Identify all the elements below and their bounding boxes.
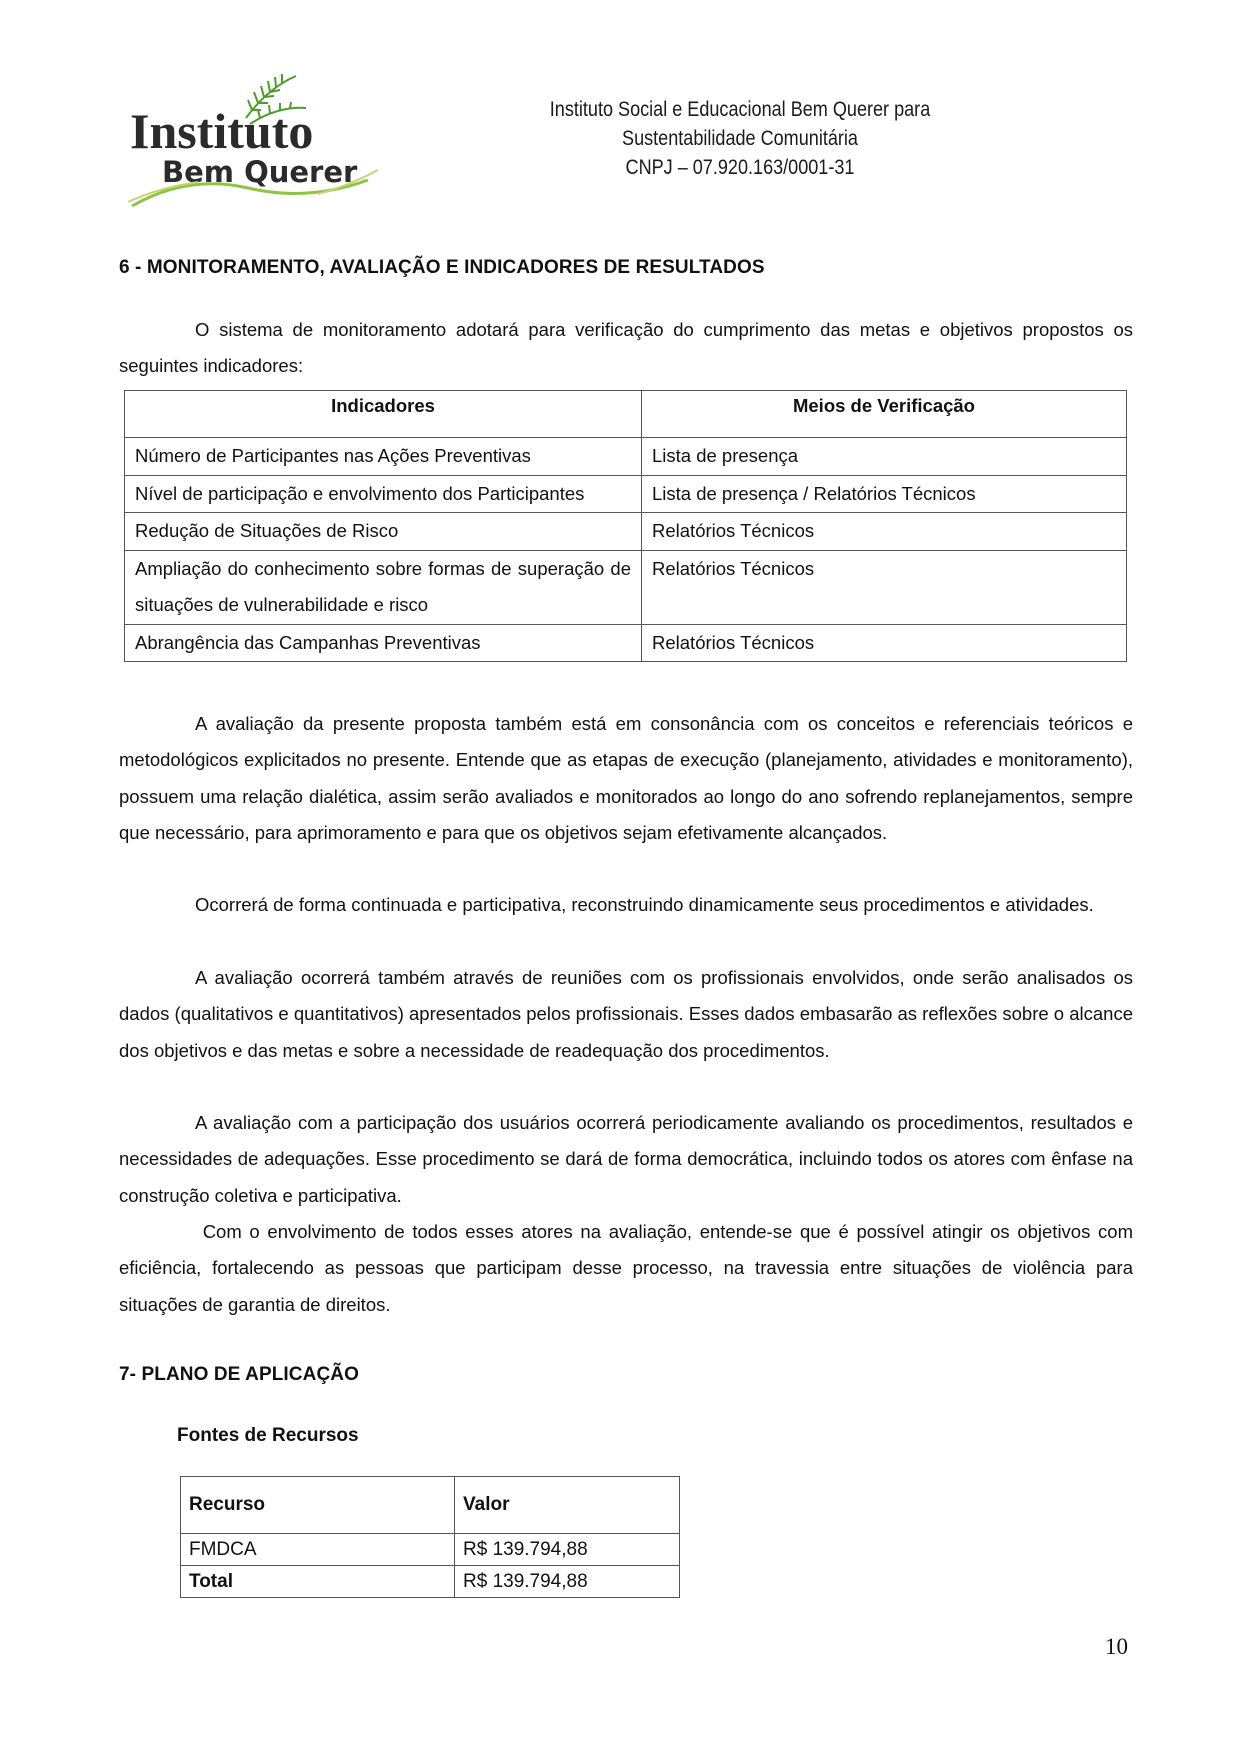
- paragraph-conclusion: Com o envolvimento de todos esses atores na avaliação, entende-se que é possível atingir os objetivos com eficiência, fortalecendo as pessoas que participam desse processo, na travessia entre situações de violência para situações de garantia de direitos.: [119, 1221, 1133, 1315]
- verification-cell: Lista de presença / Relatórios Técnicos: [642, 475, 1127, 513]
- indicator-cell: Redução de Situações de Risco: [125, 513, 642, 551]
- org-cnpj: CNPJ – 07.920.163/0001-31: [625, 156, 855, 179]
- total-label: Total: [181, 1566, 455, 1598]
- page-number: 10: [1105, 1634, 1128, 1659]
- logo-subtitle: Bem Querer: [162, 155, 358, 189]
- table-row: [125, 624, 1127, 662]
- resource-cell: FMDCA: [181, 1534, 455, 1566]
- indicator-cell: Número de Participantes nas Ações Preventivas: [125, 438, 642, 476]
- table-header-row: [125, 391, 1127, 438]
- column-header-indicators: Indicadores: [125, 391, 642, 438]
- table-row: [181, 1534, 680, 1566]
- table-row: [125, 513, 1127, 551]
- total-row: [181, 1566, 680, 1598]
- paragraph-evaluation-concepts: A avaliação da presente proposta também está em consonância com os conceitos e referenciais teóricos e metodológicos explicitados no presente. Entende que as etapas de execução (planejamento, atividades e monitoramento), possuem uma relação dialética, assim serão avaliados e monitorados ao longo do ano sofrendo replanejamentos, sempre que necessário, para aprimoramento e para que os objetivos sejam efetivamente alcançados.: [119, 713, 1133, 843]
- verification-cell: Lista de presença: [642, 438, 1127, 476]
- org-name-line-1: Instituto Social e Educacional Bem Querer para: [549, 98, 931, 121]
- org-name-line-2: Sustentabilidade Comunitária: [622, 127, 858, 150]
- section-7-heading: 7- PLANO DE APLICAÇÃO: [119, 1364, 359, 1385]
- resources-table: [180, 1476, 680, 1598]
- organization-header: [525, 95, 955, 182]
- verification-cell: Relatórios Técnicos: [642, 513, 1127, 551]
- palm-leaf-logo-icon: [128, 70, 390, 210]
- paragraph-continuous: Ocorrerá de forma continuada e participativa, reconstruindo dinamicamente seus procedimentos e atividades.: [195, 894, 1094, 915]
- paragraph-user-participation: A avaliação com a participação dos usuários ocorrerá periodicamente avaliando os procedimentos, resultados e necessidades de adequações. Esse procedimento se dará de forma democrática, incluindo todos os atores com ênfase na construção coletiva e participativa.: [119, 1112, 1133, 1206]
- institute-logo: [128, 70, 390, 210]
- verification-cell: Relatórios Técnicos: [642, 550, 1127, 624]
- funding-sources-subheading: Fontes de Recursos: [177, 1425, 359, 1446]
- table-row: [125, 550, 1127, 624]
- table-row: [125, 475, 1127, 513]
- logo-title: Instituto: [130, 103, 314, 159]
- verification-cell: Relatórios Técnicos: [642, 624, 1127, 662]
- total-value: R$ 139.794,88: [455, 1566, 680, 1598]
- paragraph-meetings: A avaliação ocorrerá também através de reuniões com os profissionais envolvidos, onde serão analisados os dados (qualitativos e quantitativos) apresentados pelos profissionais. Esses dados embasarão as reflexões sobre o alcance dos objetivos e das metas e sobre a necessidade de readequação dos procedimentos.: [119, 967, 1133, 1061]
- column-header-verification: Meios de Verificação: [642, 391, 1127, 438]
- indicators-table: [124, 390, 1127, 662]
- section-6-heading: 6 - MONITORAMENTO, AVALIAÇÃO E INDICADORES DE RESULTADOS: [119, 257, 765, 278]
- table-header-row: [181, 1477, 680, 1534]
- column-header-value: Valor: [455, 1477, 680, 1534]
- section-6-intro: O sistema de monitoramento adotará para verificação do cumprimento das metas e objetivos propostos os seguintes indicadores:: [119, 319, 1133, 377]
- table-row: [125, 438, 1127, 476]
- indicator-cell: Abrangência das Campanhas Preventivas: [125, 624, 642, 662]
- indicator-cell: Ampliação do conhecimento sobre formas de superação de situações de vulnerabilidade e risco: [125, 550, 642, 624]
- column-header-resource: Recurso: [181, 1477, 455, 1534]
- value-cell: R$ 139.794,88: [455, 1534, 680, 1566]
- indicator-cell: Nível de participação e envolvimento dos Participantes: [125, 475, 642, 513]
